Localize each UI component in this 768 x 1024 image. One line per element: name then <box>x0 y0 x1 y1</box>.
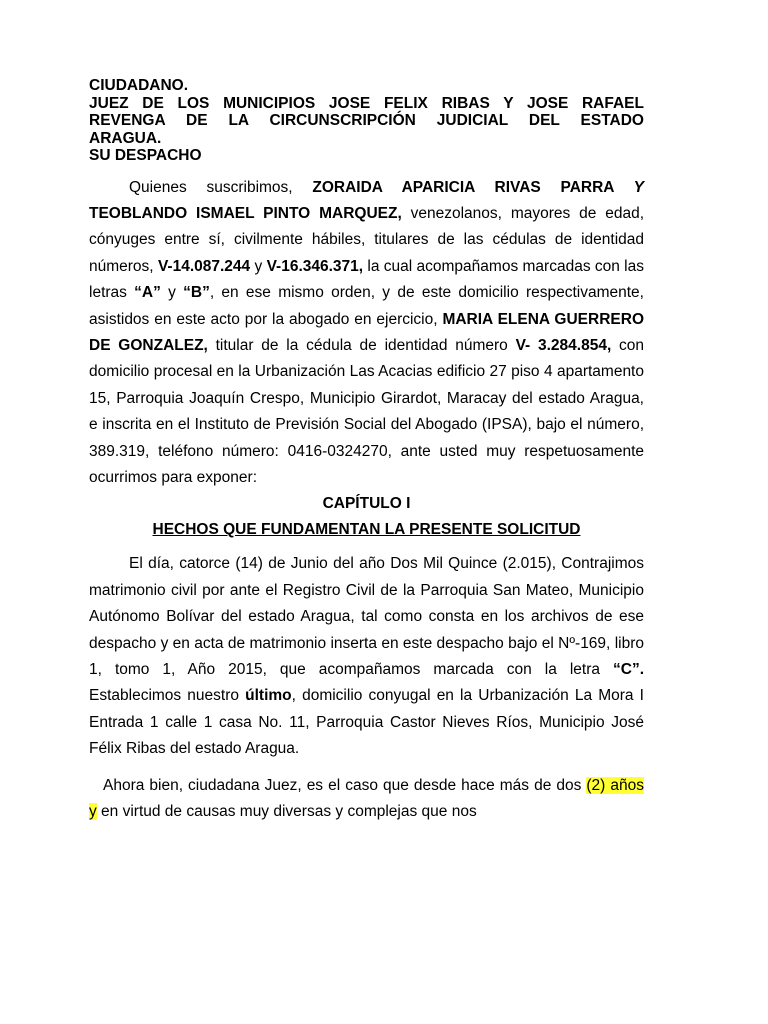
facts-paragraph <box>89 551 644 762</box>
intro-paragraph <box>89 175 644 492</box>
text-run: , domicilio conyugal en la Urbanización La Mora I Entrada 1 calle 1 casa No. 11, Parroquia Castor Nieves Ríos, Municipio José Félix Ribas del estado Aragua. <box>89 687 644 758</box>
petitioner-name-2: TEOBLANDO ISMAEL PINTO MARQUEZ, <box>89 204 402 222</box>
continuation-paragraph <box>89 773 644 826</box>
text-run: venezolanos, mayores de edad, cónyuges entre sí, civilmente hábiles, titulares de las cédulas de identidad números, <box>89 204 645 275</box>
text-run: en virtud de causas muy diversas y complejas que nos <box>96 803 477 821</box>
text-run: , en ese mismo orden, y de este domicilio respectivamente, asistidos en este acto por la abogado en ejercicio, <box>89 284 644 328</box>
text-run: Quienes suscribimos, <box>129 178 313 196</box>
header-addressee: CIUDADANO. <box>89 77 189 94</box>
text-run: y <box>250 257 267 275</box>
header-judge-line: JUEZ DE LOS MUNICIPIOS JOSE FELIX RIBAS Y JOSE RAFAEL <box>89 94 644 112</box>
id-number-2: V-16.346.371, <box>266 257 364 275</box>
chapter-subtitle-text: HECHOS QUE FUNDAMENTAN LA PRESENTE SOLICITUD <box>152 521 581 539</box>
emphasis-word: último <box>245 687 292 705</box>
text-run: Establecimos nuestro <box>89 687 246 705</box>
text-run: con domicilio procesal en la Urbanización Las Acacias edificio 27 piso 4 apartamento 15, Parroquia Joaquín Crespo, Municipio Girardot, Maracay del estado Aragua, e inscrita en el Instituto de Previsión Social del Abogado (IPSA), bajo el número, 389.319, teléfono número: 0416-0324270, ante usted muy respetuosamente ocurrimos para exponer: <box>89 336 645 486</box>
highlighted-text: (2) años y <box>89 776 644 821</box>
exhibit-letter-b: “B” <box>183 284 210 302</box>
text-run: Ahora bien, ciudadana Juez, es el caso que desde hace más de dos <box>103 776 587 794</box>
text-run: El día, catorce (14) de Junio del año Dos Mil Quince (2.015), Contrajimos matrimonio civil por ante el Registro Civil de la Parroquia San Mateo, Municipio Autónomo Bolívar del estado Aragua, tal como consta en los archivos de ese despacho y en acta de matrimonio inserta en este despacho bajo el Nº-169, libro 1, tomo 1, Año 2015, que acompañamos marcada con la letra <box>89 555 644 678</box>
header-jurisdiction-line: REVENGA DE LA CIRCUNSCRIPCIÓN JUDICIAL DEL ESTADO <box>89 112 644 129</box>
text-run: y <box>160 284 184 302</box>
id-number-3: V- 3.284.854, <box>515 336 612 354</box>
petitioner-name-1: ZORAIDA APARICIA RIVAS PARRA <box>312 178 634 196</box>
conjunction: Y <box>633 178 644 196</box>
exhibit-letter-c: “C”. <box>613 661 644 678</box>
id-number-1: V-14.087.244 <box>157 257 251 275</box>
header-state-line: ARAGUA. <box>89 129 162 147</box>
text-run: titular de la cédula de identidad número <box>207 336 516 354</box>
chapter-subtitle <box>89 517 644 543</box>
document-header <box>89 77 644 165</box>
text-run: la cual acompañamos marcadas con las letras <box>89 257 644 302</box>
lawyer-name: MARIA ELENA GUERRERO DE GONZALEZ, <box>89 310 644 354</box>
chapter-title: CAPÍTULO I <box>322 495 411 513</box>
header-office-line: SU DESPACHO <box>89 147 202 164</box>
exhibit-letter-a: “A” <box>134 284 161 302</box>
